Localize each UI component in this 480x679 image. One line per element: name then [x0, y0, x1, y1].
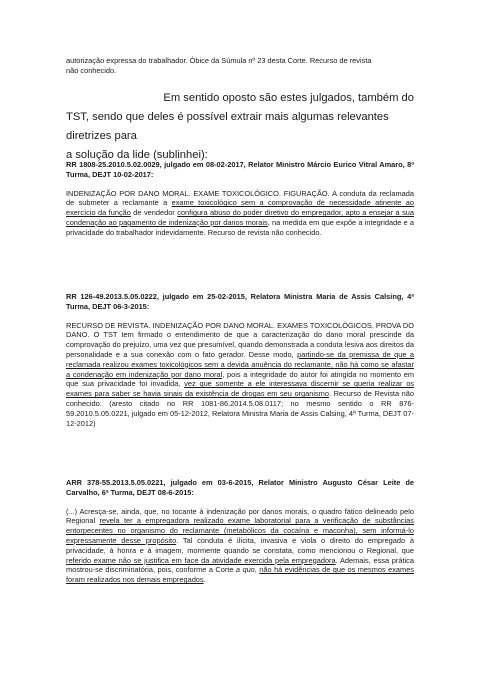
case-3-heading: ARR 378-55.2013.5.05.0221, julgado em 03-6-2015, Relator Ministro Augusto César Leite de Carvalho, 6ª Turma, DEJT 08-6-2015:: [66, 478, 414, 497]
case-1-underline-2: configura abuso do poder diretivo do empregador, apto a ensejar a sua condenação ao pagamento de indenização por danos morais: [66, 208, 414, 227]
case-3: [66, 478, 414, 585]
case-1-body: [66, 189, 414, 238]
case-3-text-1: (...) Acresça-se, ainda, que, no tocante à indenização por danos morais, o quadro fático delineado pelo Regional: [66, 506, 414, 526]
transition-line-3: a solução da lide (sublinhei):: [66, 149, 208, 161]
case-1: [66, 160, 414, 238]
case-3-underline-2: referido exame não se justifica em face da atividade exercida pela empregadora: [66, 555, 336, 565]
case-3-italic: a quo: [235, 565, 255, 575]
transition-paragraph: [66, 89, 414, 165]
case-3-body: [66, 507, 414, 585]
case-2: [66, 292, 414, 428]
intro-paragraph: [66, 56, 414, 76]
case-3-text-3: . Ademais, essa prática mostrou-se discriminatória, pois, conforme a Corte: [66, 555, 414, 575]
case-3-underline-3: não há evidências de que os mesmos exames foram realizados nos demais empregados: [66, 565, 415, 585]
case-1-text-2: de vendedor: [130, 208, 178, 218]
case-2-text-2: , pois a integridade do autor foi atingida no momento em que sua privacidade foi invadida,: [66, 369, 414, 389]
case-3-text-4: ,: [254, 565, 260, 575]
case-3-underline-1: revela ter a empregadora realizado exame laboratorial para a verificação de substâncias entorpecentes no organismo do reclamante (metabólicos da cocaína e maconha), sem informá-lo expressamente desse propósito: [66, 516, 414, 545]
case-2-underline-1: partindo-se da premissa de que a reclamada realizou exames toxicológicos sem a devida anuência do reclamante, não há como se afastar a condenação em indenização por dano moral: [66, 349, 415, 379]
case-3-text-5: .: [203, 575, 206, 585]
case-2-text-3: . Recurso de Revista não conhecido. (aresto citado no RR 1081-86.2014.5.08.0117; no mesmo sentido o RR 876-59.2010.5.05.0221, julgado em 05-12-2012, Relatora Ministra Maria de Assis Calsing, 4ª Turma, DEJT 07-12-2012): [66, 389, 414, 428]
intro-line-1: autorização expressa do trabalhador. Óbice da Súmula nº 23 desta Corte. Recurso de revista: [66, 56, 372, 65]
case-1-underline-1: exame toxicológico sem a comprovação de necessidade atinente ao exercício da função: [66, 198, 415, 218]
case-2-text-1: RECURSO DE REVISTA. INDENIZAÇÃO POR DANO MORAL. EXAMES TOXICOLÓGICOS. PROVA DO DANO. O TST tem firmado o entendimento de que a caracterização do dano moral prescinde da comprovação do prejuízo, uma vez que presumível, quando demonstrada a conduta lesiva aos direitos da personalidade e a sua conexão com o fato gerador. Desse modo,: [66, 320, 414, 359]
transition-line-1: Em sentido oposto são estes julgados, também do: [163, 92, 414, 104]
case-1-text-3: , na medida em que expõe a integridade e a privacidade do trabalhador indevidamente. Recurso de revista não conhecido.: [66, 217, 414, 237]
case-1-text-1: INDENIZAÇÃO POR DANO MORAL. EXAME TOXICOLÓGICO. FIGURAÇÃO. A conduta da reclamada de submeter a reclamante a: [66, 188, 414, 208]
case-2-underline-2: vez que somente a ele interessava discernir se queria realizar os exames para saber se havia sinais da existência de drogas em seu organismo: [66, 379, 414, 399]
intro-line-2: não conhecido.: [66, 65, 117, 75]
case-2-heading: RR 126-49.2013.5.05.0222, julgado em 25-02-2015, Relatora Ministra Maria de Assis Calsing, 4ª Turma, DEJT 06-3-2015:: [66, 292, 414, 311]
case-2-body: [66, 321, 414, 429]
case-1-heading: RR 1808-25.2010.5.02.0029, julgado em 08-02-2017, Relator Ministro Márcio Eurico Vitral Amaro, 8ª Turma, DEJT 10-02-2017:: [66, 160, 414, 179]
case-3-text-2: . Tal conduta é ilícita, invasiva e viola o direito do empregado à privacidade, à honra e à imagem, mormente quando se constata, como mencionou o Regional, que: [66, 535, 414, 555]
transition-line-2: TST, sendo que deles é possível extrair mais algumas relevantes diretrizes para: [66, 111, 389, 142]
